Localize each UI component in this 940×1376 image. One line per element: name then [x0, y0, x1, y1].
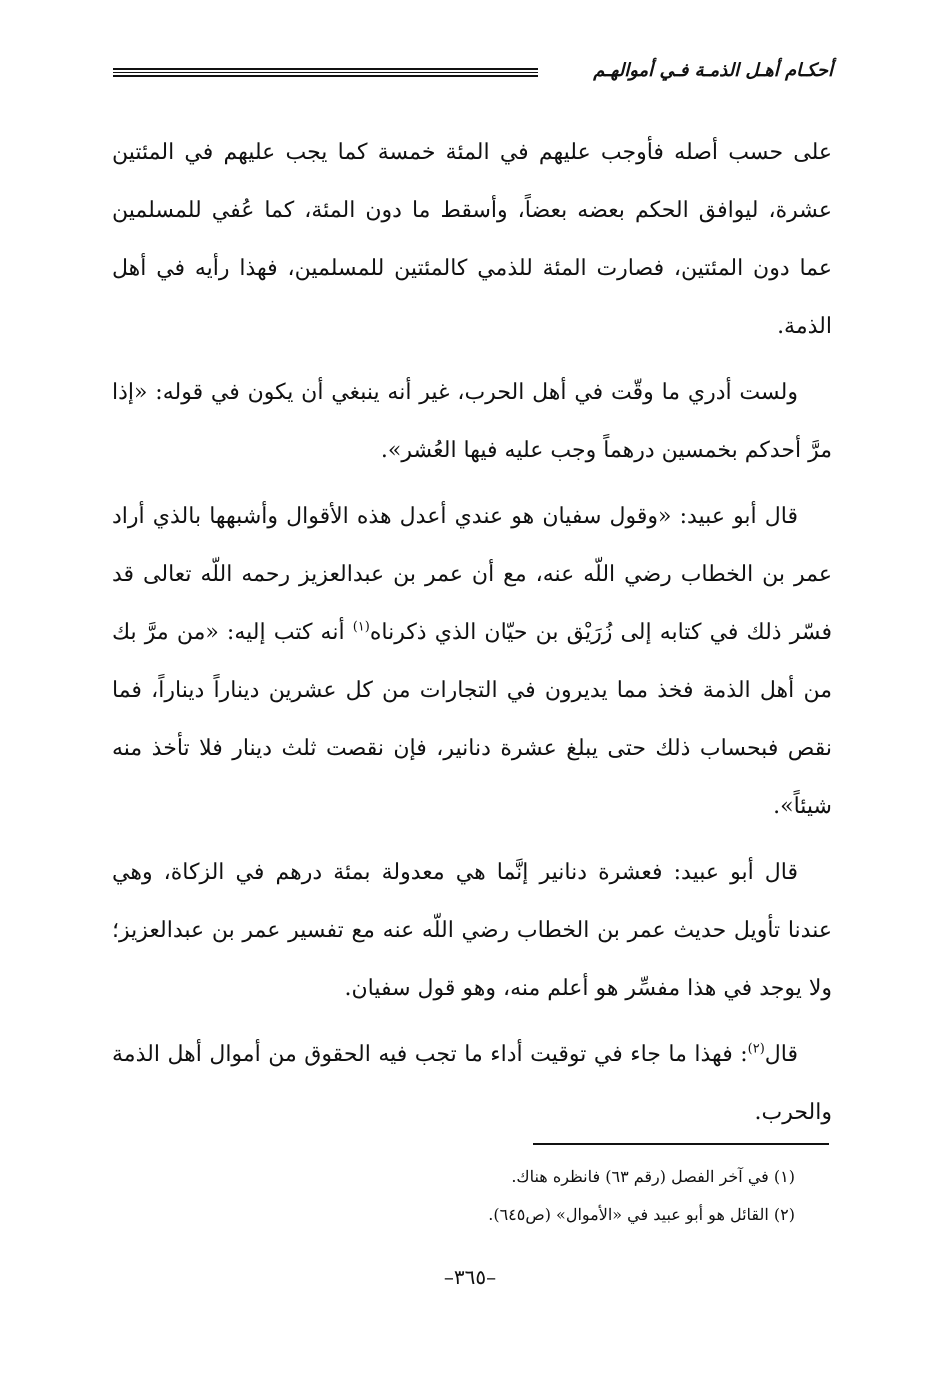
paragraph-3 [112, 488, 832, 836]
footnote-separator [533, 1143, 829, 1145]
header-title: أحكـام أهـل الذمـة فـي أموالهـم [593, 60, 833, 81]
paragraph-1: على حسب أصله فأوجب عليهم في المئة خمسة كما يجب عليهم في المئتين عشرة، ليوافق الحكم بعضه بعضاً، وأسقط ما دون المئة، كما عُفي للمسلمين عما دون المئتين، فصارت المئة للذمي كالمئتين للمسلمين، فهذا رأيه في أهل الذمة. [112, 140, 832, 339]
running-header [113, 58, 833, 88]
paragraph-5-part-2: : فهذا ما جاء في توقيت أداء ما تجب فيه الحقوق من أموال أهل الذمة والحرب. [112, 1042, 832, 1125]
header-rule [113, 68, 538, 77]
main-text [112, 124, 832, 1150]
footnote-2: (٢) القائل هو أبو عبيد في «الأموال» (ص٦٤٥). [488, 1205, 795, 1224]
paragraph-3-part-1: قال أبو عبيد: «وقول سفيان هو عندي أعدل هذه الأقوال وأشبهها بالذي أراد عمر بن الخطاب رضي اللّه عنه، مع أن عمر بن عبدالعزيز رحمه اللّه تعالى قد فسّر ذلك في كتابه إلى زُرَيْق بن حيّان الذي ذكرناه [112, 504, 832, 645]
footnote-ref-2: (٢) [747, 1041, 765, 1057]
paragraph-5 [112, 1026, 832, 1142]
page-number: –٣٦٥– [443, 1265, 497, 1289]
footnote-ref-1: (١) [352, 619, 370, 635]
footnote-1: (١) في آخر الفصل (رقم ٦٣) فانظره هناك. [511, 1167, 795, 1186]
paragraph-4: قال أبو عبيد: فعشرة دنانير إنَّما هي معدولة بمئة درهم في الزكاة، وهي عندنا تأويل حديث عمر بن الخطاب رضي اللّه عنه مع تفسير عمر بن عبدالعزيز؛ ولا يوجد في هذا مفسِّر هو أعلم منه، وهو قول سفيان. [112, 860, 832, 1001]
footnotes [200, 1158, 795, 1234]
paragraph-2: ولست أدري ما وقّت في أهل الحرب، غير أنه ينبغي أن يكون في قوله: «إذا مرَّ أحدكم بخمسين درهماً وجب عليه فيها العُشر». [112, 380, 832, 463]
paragraph-5-part-1: قال [764, 1042, 798, 1067]
paragraph-3-part-2: أنه كتب إليه: «من مرَّ بك من أهل الذمة فخذ مما يديرون في التجارات من كل عشرين ديناراً ديناراً، فما نقص فبحساب ذلك حتى يبلغ عشرة دنانير، فإن نقصت ثلث دينار فلا تأخذ منه شيئاً». [112, 620, 832, 819]
